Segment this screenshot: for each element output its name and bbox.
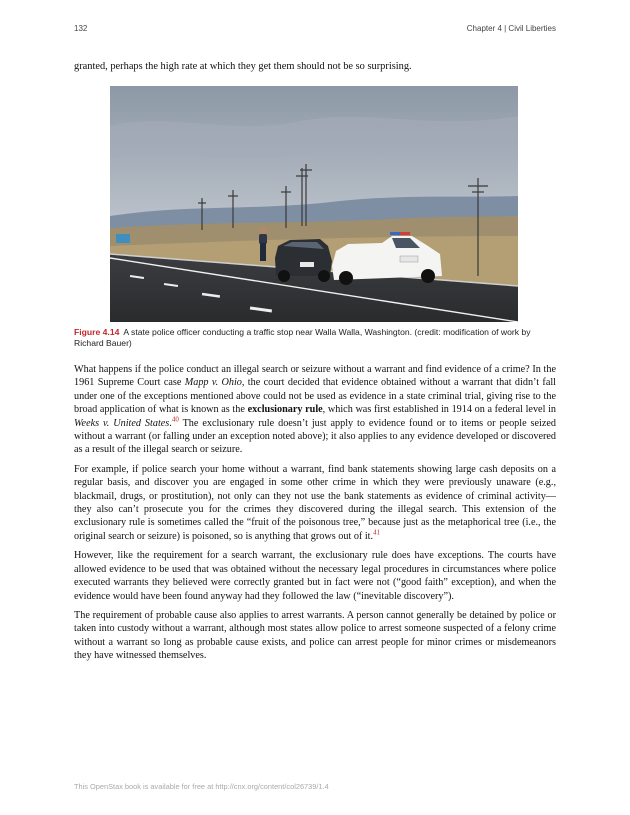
footnote-ref-40[interactable]: 40 <box>171 415 179 424</box>
case-weeks-v-united-states: Weeks v. United States <box>74 417 170 429</box>
figure-photo-traffic-stop <box>110 86 518 322</box>
intro-line: granted, perhaps the high rate at which they get them should not be so surprising. <box>74 61 412 72</box>
figure-label: Figure 4.14 <box>74 327 120 337</box>
footer-license: This OpenStax book is available for free at http://cnx.org/content/col26739/1.4 <box>74 782 329 791</box>
footnote-ref-41[interactable]: 41 <box>373 528 381 537</box>
p1-text-e: The exclusionary rule doesn’t just apply to evidence found or to items or people seized without a warrant (or falling under an exception noted above); it also applies to any evidence developed or discovered as a result of the illegal search or seizure. <box>74 417 557 456</box>
p2-text: For example, if police search your home without a warrant, find bank statements showing large cash deposits on a regular basis, and discover you are engaged in some other crime in which they were previously unaware (e.g., blackmail, drugs, or prostitution), not only can they not use the bank statements as evidence of criminal activity—they also can’t prosecute you for the crimes they discovered during the illegal search. This extension of the exclusionary rule is sometimes called the “fruit of the poisonous tree,” because just as the metaphorical tree (i.e., the original search or seizure) is poisoned, so is anything that grows out of it. <box>74 463 556 542</box>
chapter-title: Chapter 4 | Civil Liberties <box>466 24 556 33</box>
figure-caption-text: A state police officer conducting a traffic stop near Walla Walla, Washington. (credit: modification of work by Richard Bauer) <box>74 327 531 348</box>
paragraph-2 <box>74 463 556 543</box>
case-mapp-v-ohio: Mapp v. Ohio <box>184 377 242 389</box>
figure-caption <box>74 327 556 349</box>
page-number: 132 <box>74 24 88 33</box>
p1-text-c: , which was first established in 1914 on a federal level in <box>322 404 556 416</box>
body-text <box>74 363 556 669</box>
paragraph-1 <box>74 363 556 457</box>
p1-text-a: What happens if the police conduct an illegal search or seizure without a warrant and find evidence of a crime? In the 1961 Supreme Court case <box>74 364 556 389</box>
p1-text-d: . <box>169 417 172 429</box>
paragraph-4: The requirement of probable cause also applies to arrest warrants. A person cannot generally be detained by police or taken into custody without a warrant, although most states allow police to arrest someone suspected of a felony crime without a warrant so long as probable cause exists, and police can arrest people for minor crimes or misdemeanors they have witnessed themselves. <box>74 609 556 662</box>
p1-text-b: , the court decided that evidence obtained without a warrant that didn’t fall under one of the exceptions mentioned above could not be used as evidence in a state criminal trial, giving rise to the broad application of what is known as the <box>74 377 556 416</box>
term-exclusionary-rule: exclusionary rule <box>247 404 323 416</box>
paragraph-3: However, like the requirement for a search warrant, the exclusionary rule does have exceptions. The courts have allowed evidence to be used that was obtained without the necessary legal procedures in circumstances where police executed warrants they believed were correctly granted but in fact were not (“good faith” exception), and when the evidence would have been found anyway had they followed the law (“inevitable discovery”). <box>74 550 556 602</box>
